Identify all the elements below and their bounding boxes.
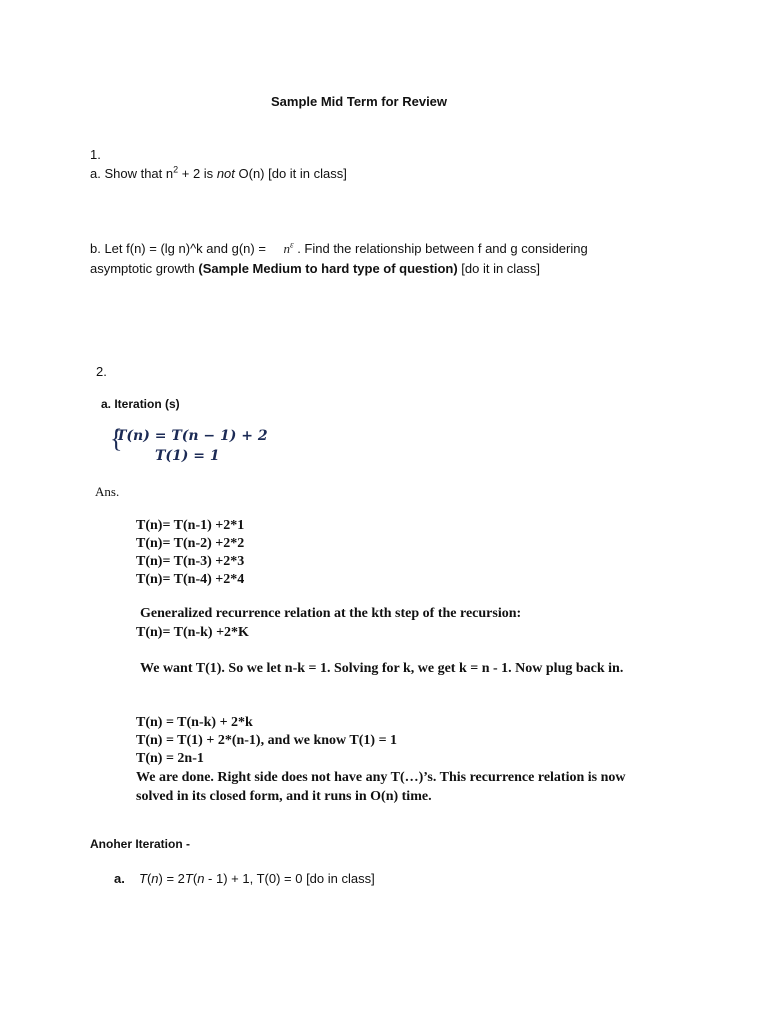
page-title: Sample Mid Term for Review <box>271 94 448 109</box>
question-1-number: 1. <box>90 147 101 162</box>
q1a-superscript: 2 <box>173 164 179 175</box>
q1b-line2-plain: asymptotic growth <box>90 261 199 276</box>
answer-label: Ans. <box>95 484 120 499</box>
step-line: T(n)= T(n-3) +2*3 <box>136 554 245 569</box>
q1a-prefix: a. Show that n <box>90 166 174 181</box>
plug-line: T(n) = T(1) + 2*(n-1), and we know T(1) = 1 <box>136 733 398 748</box>
question-1b-line1 <box>90 241 588 257</box>
recurrence-line-2: T(1) = 1 <box>155 448 220 464</box>
q1a-suffix: O(n) [do it in class] <box>234 166 347 181</box>
step-line: T(n)= T(n-2) +2*2 <box>136 536 245 551</box>
g-base: n <box>283 241 291 256</box>
conclusion-line-2: solved in its closed form, and it runs in O(n) time. <box>136 789 432 804</box>
g-of-n-formula <box>270 241 294 256</box>
question-1b-line2 <box>90 261 540 276</box>
step-line: T(n)= T(n-4) +2*4 <box>136 572 245 587</box>
text-part: ) = 2 <box>158 871 185 886</box>
generalized-formula: T(n)= T(n-k) +2*K <box>136 625 249 640</box>
var-n: n <box>197 871 205 886</box>
paren: ( <box>146 871 152 886</box>
q1a-mid: + 2 is <box>178 166 217 181</box>
q1b-difficulty-note: (Sample Medium to hard type of question) <box>198 261 458 276</box>
generalized-heading: Generalized recurrence relation at the kth step of the recursion: <box>140 606 522 621</box>
conclusion <box>136 768 626 806</box>
left-brace-icon: { <box>110 424 123 453</box>
another-item-label: a. <box>114 871 125 886</box>
question-2a-label: a. Iteration (s) <box>101 397 180 411</box>
q1a-not: not <box>216 166 235 181</box>
func-t: T <box>139 871 147 886</box>
q1b-line2-end: [do it in class] <box>457 261 541 276</box>
q1b-prefix: b. Let f(n) = (lg n)^k and g(n) = <box>90 241 270 256</box>
paren: ( <box>192 871 198 886</box>
g-exponent: ε <box>290 239 294 250</box>
want-statement: We want T(1). So we let n-k = 1. Solving for k, we get k = n - 1. Now plug back in. <box>140 661 624 676</box>
q1b-after: . Find the relationship between f and g considering <box>293 241 588 256</box>
plug-back-steps <box>136 714 397 768</box>
plug-line: T(n) = 2n-1 <box>136 751 204 766</box>
recurrence-equation <box>110 424 268 468</box>
conclusion-line-1: We are done. Right side does not have any T(…)’s. This recurrence relation is now <box>136 770 626 785</box>
text-part: - 1) + 1, T(0) = 0 [do in class] <box>204 871 375 886</box>
step-line: T(n)= T(n-1) +2*1 <box>136 518 245 533</box>
another-item-text <box>139 871 375 886</box>
question-1a <box>90 166 347 181</box>
question-2-number: 2. <box>96 364 107 379</box>
another-iteration-heading: Anoher Iteration - <box>90 837 191 851</box>
var-n: n <box>151 871 159 886</box>
func-t: T <box>184 871 193 886</box>
plug-line: T(n) = T(n-k) + 2*k <box>136 715 253 730</box>
iteration-steps <box>136 517 244 589</box>
recurrence-line-1: T(n) = T(n − 1) + 2 <box>116 428 268 444</box>
